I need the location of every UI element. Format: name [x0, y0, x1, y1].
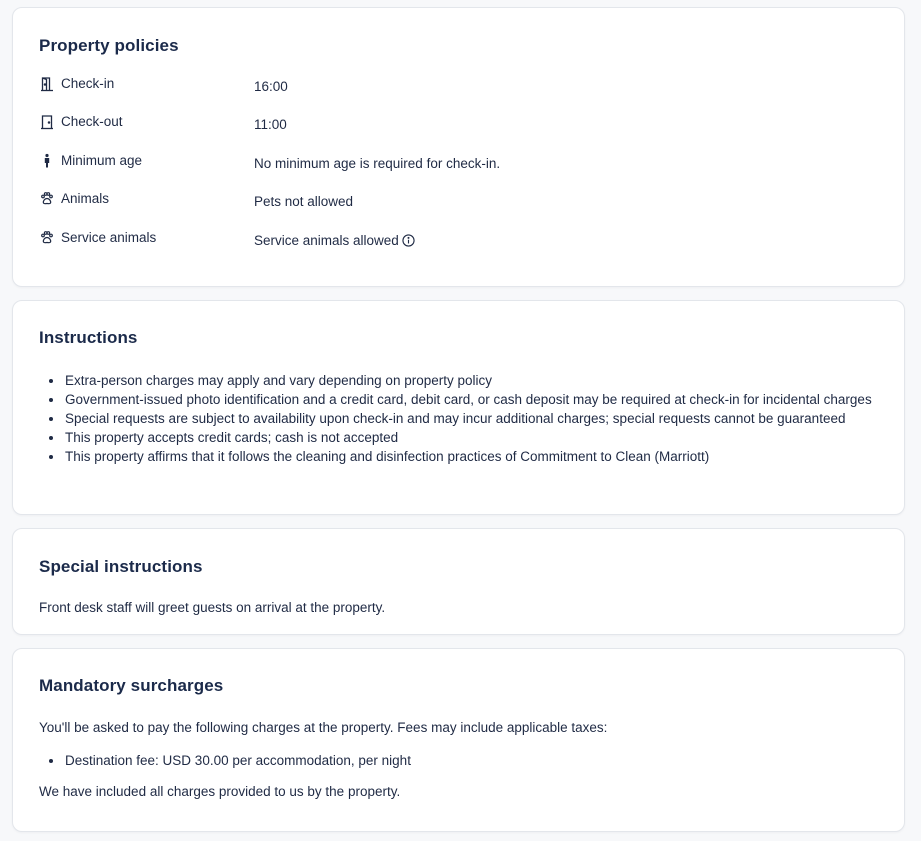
info-icon[interactable] [402, 234, 415, 247]
door-closed-icon [39, 114, 55, 130]
surcharges-intro: You'll be asked to pay the following charges at the property. Fees may include applicable taxes: [39, 720, 608, 735]
policy-label: Check-out [61, 114, 123, 129]
policy-value: Pets not allowed [254, 194, 354, 209]
special-instructions-card [12, 528, 905, 635]
list-item: This property accepts credit cards; cash is not accepted [39, 428, 879, 447]
list-item: Destination fee: USD 30.00 per accommodation, per night [39, 751, 879, 770]
policy-value: 11:00 [254, 117, 287, 132]
policy-value: 16:00 [254, 79, 288, 94]
policy-row-animals [39, 191, 879, 213]
policy-row-service-animals [39, 230, 879, 252]
paw-icon [39, 191, 55, 207]
mandatory-surcharges-card [12, 648, 905, 832]
paw-icon [39, 230, 55, 246]
policy-value: No minimum age is required for check-in. [254, 156, 501, 171]
policy-label: Service animals [61, 230, 157, 245]
property-policies-title: Property policies [39, 36, 179, 55]
door-open-icon [39, 76, 55, 92]
surcharges-list [39, 751, 879, 770]
special-instructions-title: Special instructions [39, 557, 203, 576]
instructions-list [39, 371, 879, 466]
list-item: Extra-person charges may apply and vary depending on property policy [39, 371, 879, 390]
service-animals-value: Service animals allowed [254, 233, 399, 248]
policy-row-minimum-age [39, 153, 879, 175]
mandatory-surcharges-title: Mandatory surcharges [39, 676, 224, 695]
person-icon [39, 153, 55, 169]
policy-label: Minimum age [61, 153, 143, 168]
list-item: This property affirms that it follows the cleaning and disinfection practices of Commitment to Clean (Marriott) [39, 447, 879, 466]
policy-label: Animals [61, 191, 110, 206]
list-item: Special requests are subject to availability upon check-in and may incur additional charges; special requests cannot be guaranteed [39, 409, 879, 428]
policy-row-check-in [39, 76, 879, 98]
special-instructions-text: Front desk staff will greet guests on arrival at the property. [39, 600, 386, 615]
surcharges-footer: We have included all charges provided to us by the property. [39, 784, 401, 799]
list-item: Government-issued photo identification and a credit card, debit card, or cash deposit may be required at check-in for incidental charges [39, 390, 879, 409]
policy-row-check-out [39, 114, 879, 136]
instructions-title: Instructions [39, 328, 138, 347]
policy-label: Check-in [61, 76, 115, 91]
instructions-card [12, 300, 905, 515]
policy-value [254, 233, 415, 248]
property-policies-card [12, 7, 905, 287]
